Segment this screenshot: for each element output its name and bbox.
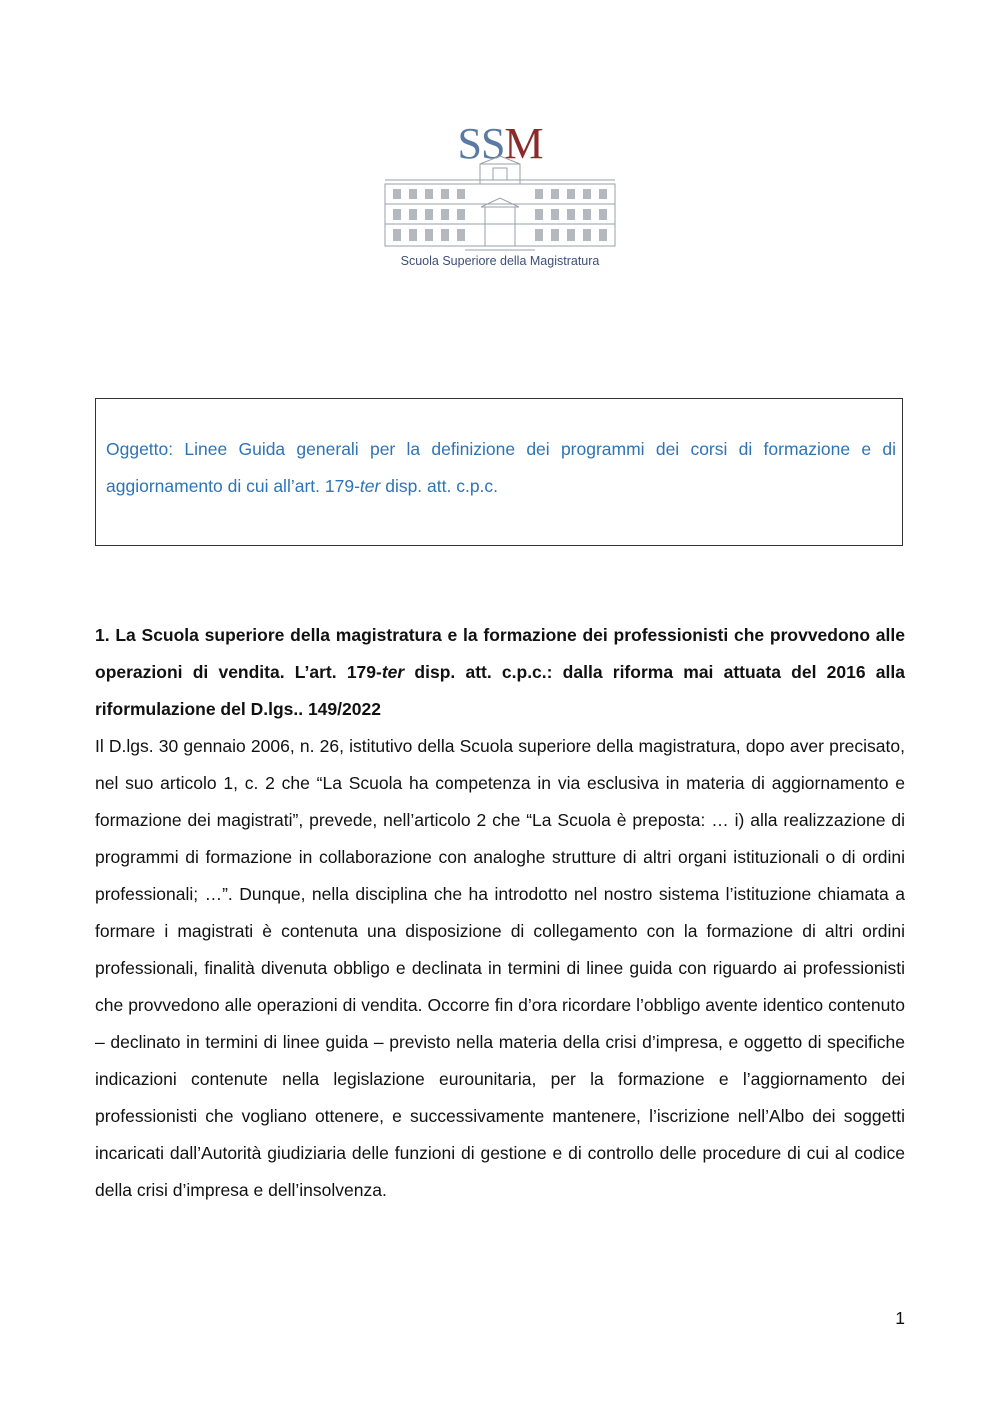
section-1 (95, 617, 905, 1209)
subject-text (106, 431, 896, 505)
logo-letter-m: M (504, 119, 543, 168)
section-heading (95, 617, 905, 728)
logo-letter-s2: S (480, 119, 505, 168)
heading-part-2: disp. att. c.p.c.: dalla riforma mai attuata del 2016 alla riformulazione del D.lgs.. 149/2022 (95, 662, 905, 719)
subject-suffix: disp. att. c.p.c. (380, 476, 499, 496)
logo-letter-s1: S (457, 119, 481, 168)
subject-prefix: Oggetto: Linee Guida generali per la definizione dei programmi dei corsi di formazione e di aggiornamento di cui all’art. 179- (106, 439, 896, 496)
heading-italic: ter (381, 662, 405, 682)
subject-italic: ter (359, 476, 381, 496)
subject-box (95, 398, 903, 546)
page-number: 1 (895, 1308, 905, 1328)
body-paragraph: Il D.lgs. 30 gennaio 2006, n. 26, istitutivo della Scuola superiore della magistratura, dopo aver precisato, nel suo articolo 1, c. 2 che “La Scuola ha competenza in via esclusiva in materia di aggiornamento e formazione dei magistrati”, prevede, nell’articolo 2 che “La Scuola è preposta: … i) alla realizzazione di programmi di formazione in collaborazione con analoghe strutture di altri organi istituzionali o di ordini professionali; …”. Dunque, nella disciplina che ha introdotto nel nostro sistema l’istituzione chiamata a formare i magistrati è contenuta una disposizione di collegamento con la formazione di altri ordini professionali, finalità divenuta obbligo e declinata in termini di linee guida con riguardo ai professionisti che provvedono alle operazioni di vendita. Occorre fin d’ora ricordare l’obbligo avente identico contenuto – declinato in termini di linee guida – previsto nella materia della crisi d’impresa, e oggetto di specifiche indicazioni contenute nella legislazione eurounitaria, per la formazione e l’aggiornamento dei professionisti che vogliano ottenere, e successivamente mantenere, l’iscrizione nell’Albo dei soggetti incaricati dall’Autorità giudiziaria delle funzioni di gestione e di controllo delle procedure di cui al codice della crisi d’impresa e dell’insolvenza. (95, 736, 905, 1200)
ssm-logo (375, 112, 625, 277)
building-icon (375, 112, 625, 277)
heading-part-1: 1. La Scuola superiore della magistratura e la formazione dei professionisti che provvedono alle operazioni di vendita. L’art. 179- (95, 625, 905, 682)
logo-caption: Scuola Superiore della Magistratura (400, 254, 600, 268)
